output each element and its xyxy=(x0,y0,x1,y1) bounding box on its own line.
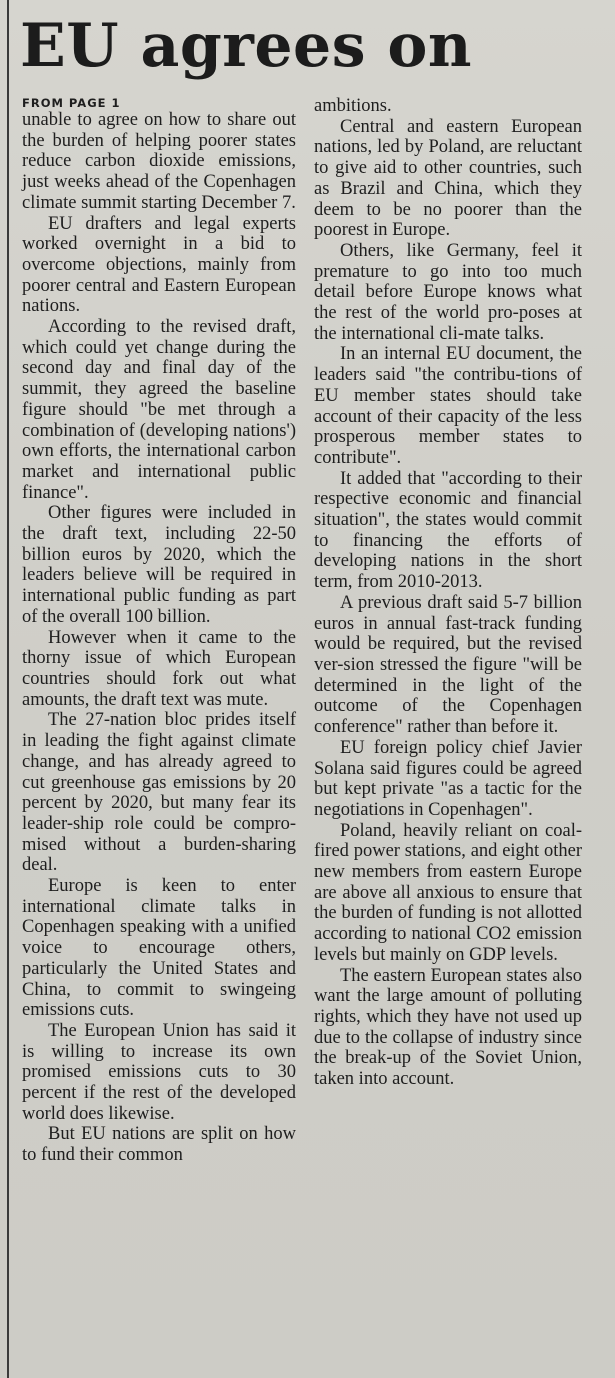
paragraph: A previous draft said 5-7 billion euros in annual fast-track funding would be required, but the revised ver-sion stressed the figure "will be determined in the light of the outcome of the Copenhagen conference" rather than before it. xyxy=(314,592,582,738)
paragraph: EU drafters and legal experts worked overnight in a bid to overcome objections, mainly from poorer central and Eastern European nations. xyxy=(22,213,296,317)
paragraph: In an internal EU document, the leaders said "the contribu-tions of EU member states should take account of their capacity of the less prosperous member states to contribute". xyxy=(314,344,582,468)
headline: EU agrees on xyxy=(20,11,473,81)
paragraph: The eastern European states also want the large amount of polluting rights, which they have not used up due to the collapse of industry since the break-up of the Soviet Union, taken into account. xyxy=(314,965,582,1090)
article-column-left xyxy=(22,96,296,1166)
paragraph: The 27-nation bloc prides itself in leading the fight against climate change, and has already agreed to cut greenhouse gas emissions by 20 percent by 2020, but many fear its leader-ship role could be compro-mised without a burden-sharing deal. xyxy=(22,710,296,876)
paragraph: Europe is keen to enter international climate talks in Copenhagen speaking with a unified voice to encourage others, particularly the United States and China, to commit to swingeing emissions cuts. xyxy=(22,876,296,1021)
column-rule xyxy=(7,0,9,1378)
paragraph: The European Union has said it is willing to increase its own promised emissions cuts to 30 percent if the rest of the developed world does likewise. xyxy=(22,1020,296,1124)
paragraph: EU foreign policy chief Javier Solana said figures could be agreed but kept private "as a tactic for the negotiations in Copenhagen". xyxy=(314,737,582,820)
jump-kicker: FROM PAGE 1 xyxy=(22,96,121,110)
paragraph: But EU nations are split on how to fund their common xyxy=(22,1124,296,1166)
paragraph: ambitions. xyxy=(314,96,392,116)
paragraph: Others, like Germany, feel it premature to go into too much detail before Europe knows what the rest of the world pro-poses at the international cli-mate talks. xyxy=(314,240,582,344)
paragraph: According to the revised draft, which could yet change during the second day and final day of the summit, they agreed the baseline figure should "be met through a combination of (developing nations') own efforts, the international carbon market and international public finance". xyxy=(22,317,296,503)
paragraph: unable to agree on how to share out the burden of helping poorer states reduce carbon dioxide emissions, just weeks ahead of the Copenhagen climate summit starting December 7. xyxy=(22,110,296,213)
paragraph: Poland, heavily reliant on coal-fired power stations, and eight other new members from eastern Europe are above all anxious to ensure that the burden of funding is not allotted according to national CO2 emission levels but mainly on GDP levels. xyxy=(314,820,582,965)
paragraph: It added that "according to their respective economic and financial situation", the states would commit to financing the efforts of developing nations in the short term, from 2010-2013. xyxy=(314,468,582,593)
paragraph: Other figures were included in the draft text, including 22-50 billion euros by 2020, which the leaders believe will be required in international public funding as part of the overall 100 billion. xyxy=(22,503,296,627)
paragraph: However when it came to the thorny issue of which European countries should fork out what amounts, the draft text was mute. xyxy=(22,627,296,710)
article-column-right xyxy=(314,96,582,1090)
paragraph: Central and eastern European nations, led by Poland, are reluctant to give aid to other countries, such as Brazil and China, which they deem to be no poorer than the poorest in Europe. xyxy=(314,116,582,241)
